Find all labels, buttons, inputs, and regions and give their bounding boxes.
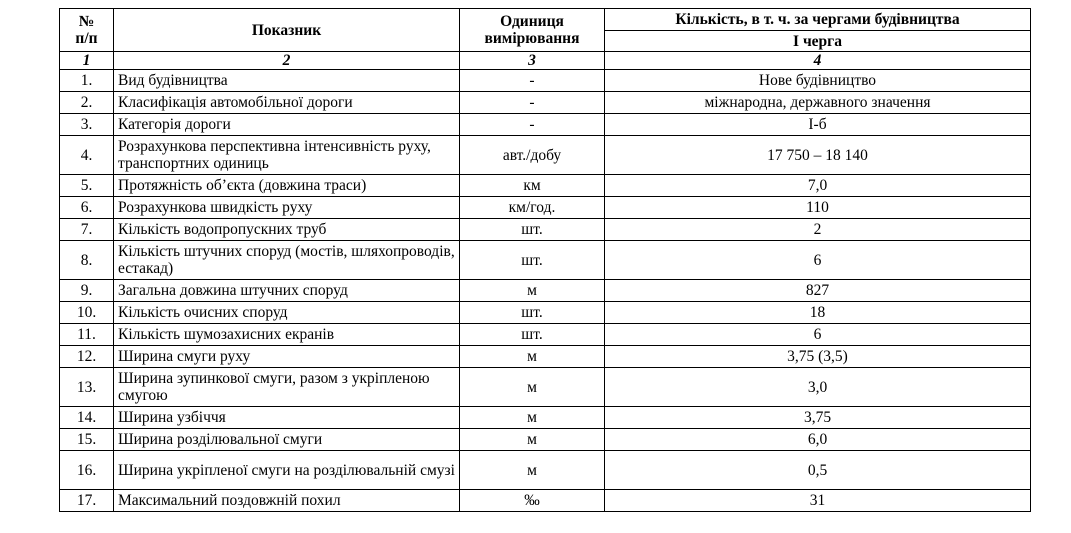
table-row	[60, 368, 1031, 407]
row-indicator: Розрахункова швидкість руху	[114, 197, 460, 219]
row-value: 3,75 (3,5)	[605, 346, 1031, 368]
header-stage: I черга	[605, 31, 1031, 52]
row-unit: шт.	[460, 324, 605, 346]
row-indicator: Протяжність об’єкта (довжина траси)	[114, 175, 460, 197]
row-value: Нове будівництво	[605, 70, 1031, 92]
row-unit: шт.	[460, 219, 605, 241]
row-value: 2	[605, 219, 1031, 241]
row-indicator: Кількість очисних споруд	[114, 302, 460, 324]
row-indicator: Категорія дороги	[114, 114, 460, 136]
table-row	[60, 302, 1031, 324]
row-unit: -	[460, 70, 605, 92]
row-num: 9.	[60, 280, 114, 302]
row-indicator: Кількість штучних споруд (мостів, шляхопроводів, естакад)	[114, 241, 460, 280]
row-num: 7.	[60, 219, 114, 241]
row-value: 17 750 – 18 140	[605, 136, 1031, 175]
row-value: міжнародна, державного значення	[605, 92, 1031, 114]
row-value: 6	[605, 324, 1031, 346]
row-value: 3,75	[605, 407, 1031, 429]
table-row	[60, 490, 1031, 512]
row-indicator: Ширина укріпленої смуги на розділювальній смузі	[114, 451, 460, 490]
table-row	[60, 136, 1031, 175]
column-index: 4	[605, 52, 1031, 70]
row-indicator: Вид будівництва	[114, 70, 460, 92]
row-num: 12.	[60, 346, 114, 368]
row-indicator: Ширина смуги руху	[114, 346, 460, 368]
table-row	[60, 407, 1031, 429]
row-indicator: Загальна довжина штучних споруд	[114, 280, 460, 302]
row-unit: авт./добу	[460, 136, 605, 175]
row-value: І-б	[605, 114, 1031, 136]
row-num: 11.	[60, 324, 114, 346]
row-unit: м	[460, 407, 605, 429]
row-num: 15.	[60, 429, 114, 451]
row-num: 8.	[60, 241, 114, 280]
table-row	[60, 451, 1031, 490]
table-row	[60, 219, 1031, 241]
row-num: 4.	[60, 136, 114, 175]
table-row	[60, 92, 1031, 114]
table-row	[60, 429, 1031, 451]
row-indicator: Кількість шумозахисних екранів	[114, 324, 460, 346]
row-unit: -	[460, 114, 605, 136]
row-unit: м	[460, 280, 605, 302]
row-value: 0,5	[605, 451, 1031, 490]
row-unit: м	[460, 429, 605, 451]
row-unit: м	[460, 346, 605, 368]
column-index-row	[60, 52, 1031, 70]
row-indicator: Максимальний поздовжній похил	[114, 490, 460, 512]
row-num: 5.	[60, 175, 114, 197]
table-row	[60, 324, 1031, 346]
header-unit: Одиниця вимірювання	[460, 9, 605, 52]
row-indicator: Ширина розділювальної смуги	[114, 429, 460, 451]
row-num: 16.	[60, 451, 114, 490]
row-value: 110	[605, 197, 1031, 219]
row-num: 1.	[60, 70, 114, 92]
row-num: 6.	[60, 197, 114, 219]
row-unit: км/год.	[460, 197, 605, 219]
row-num: 10.	[60, 302, 114, 324]
table-row	[60, 280, 1031, 302]
header-indicator: Показник	[114, 9, 460, 52]
row-indicator: Розрахункова перспективна інтенсивність руху, транспортних одиниць	[114, 136, 460, 175]
table-row	[60, 197, 1031, 219]
row-num: 14.	[60, 407, 114, 429]
row-value: 3,0	[605, 368, 1031, 407]
row-num: 13.	[60, 368, 114, 407]
row-num: 2.	[60, 92, 114, 114]
row-unit: м	[460, 368, 605, 407]
row-unit: шт.	[460, 241, 605, 280]
header-row	[60, 9, 1031, 31]
row-value: 827	[605, 280, 1031, 302]
row-num: 17.	[60, 490, 114, 512]
table-row	[60, 175, 1031, 197]
row-indicator: Кількість водопропускних труб	[114, 219, 460, 241]
column-index: 2	[114, 52, 460, 70]
row-indicator: Класифікація автомобільної дороги	[114, 92, 460, 114]
row-value: 31	[605, 490, 1031, 512]
table-row	[60, 346, 1031, 368]
row-unit: км	[460, 175, 605, 197]
row-unit: -	[460, 92, 605, 114]
row-indicator: Ширина зупинкової смуги, разом з укріпленою смугою	[114, 368, 460, 407]
row-value: 6,0	[605, 429, 1031, 451]
row-unit: шт.	[460, 302, 605, 324]
row-num: 3.	[60, 114, 114, 136]
column-index: 1	[60, 52, 114, 70]
row-value: 7,0	[605, 175, 1031, 197]
row-unit: м	[460, 451, 605, 490]
row-unit: ‰	[460, 490, 605, 512]
specification-table	[59, 8, 1031, 512]
row-indicator: Ширина узбіччя	[114, 407, 460, 429]
table-row	[60, 241, 1031, 280]
row-value: 18	[605, 302, 1031, 324]
header-quantity: Кількість, в т. ч. за чергами будівництва	[605, 9, 1031, 31]
table-row	[60, 114, 1031, 136]
header-num: № п/п	[60, 9, 114, 52]
column-index: 3	[460, 52, 605, 70]
table-row	[60, 70, 1031, 92]
row-value: 6	[605, 241, 1031, 280]
